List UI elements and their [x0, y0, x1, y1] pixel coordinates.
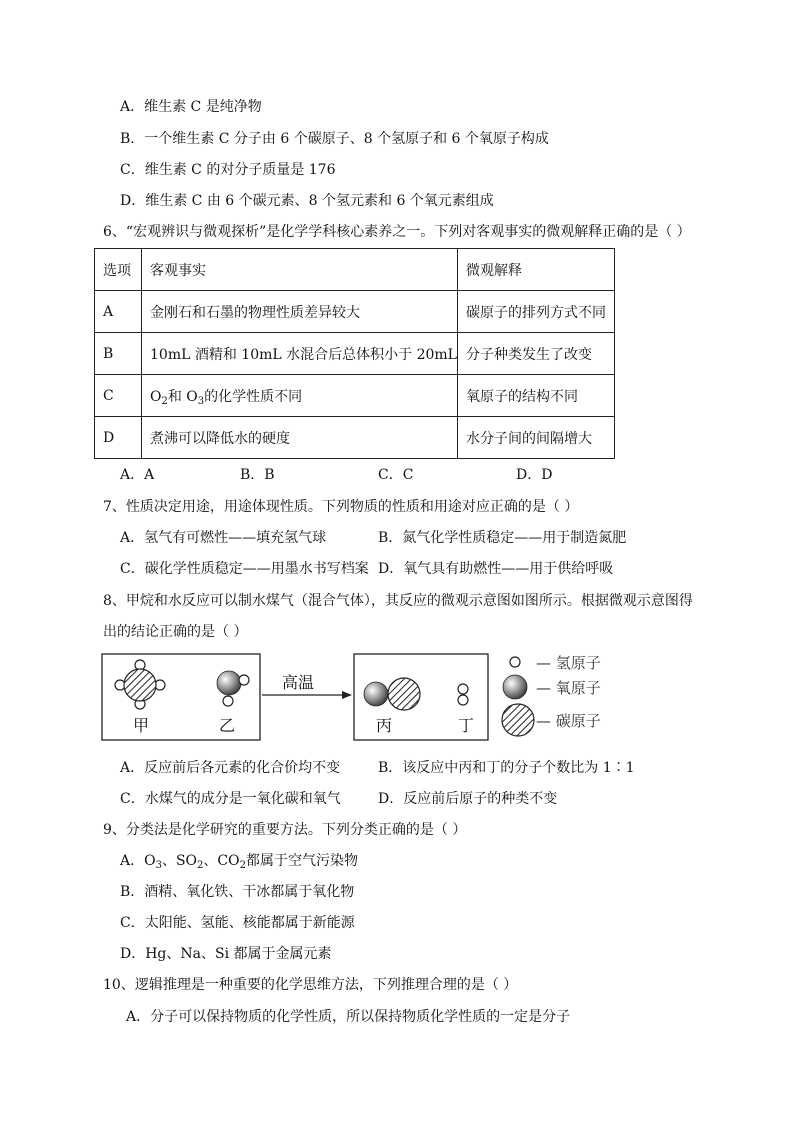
q9-option-d: D．Hg、Na、Si 都属于金属元素: [120, 946, 332, 962]
methane-molecule: [115, 660, 165, 709]
table-cell: B: [95, 333, 142, 375]
reactant-box: [102, 654, 260, 740]
table-header: 选项: [95, 249, 142, 291]
q10-option-a: A．分子可以保持物质的化学性质，所以保持物质化学性质的一定是分子: [126, 1009, 571, 1025]
condition-label: 高温: [282, 673, 315, 692]
q6-answer-b: B．B: [240, 467, 275, 483]
table-cell: 10mL 酒精和 10mL 水混合后总体积小于 20mL: [142, 333, 458, 375]
table-cell: 水分子间的间隔增大: [457, 417, 614, 459]
formula-text: A．O: [120, 853, 156, 869]
table-cell: 分子种类发生了改变: [457, 333, 614, 375]
carbon-monoxide-molecule: [364, 678, 420, 710]
q7-option-a: A．氢气有可燃性——填充氢气球: [120, 530, 327, 546]
legend-oxygen-icon: [503, 675, 527, 699]
subscript: 2: [161, 395, 168, 407]
formula-text: 都属于空气污染物: [246, 853, 358, 869]
q5-option-a: A．维生素 C 是纯净物: [120, 99, 262, 115]
legend: [502, 654, 601, 736]
formula-text: 、CO: [203, 853, 240, 869]
label-bing: 丙: [376, 716, 393, 735]
table-cell: 煮沸可以降低水的硬度: [142, 417, 458, 459]
formula-text: O: [150, 388, 162, 405]
legend-oxygen-label: — 氧原子: [536, 679, 601, 697]
q5-option-c: C．维生素 C 的对分子质量是 176: [120, 162, 336, 178]
table-header: 微观解释: [457, 249, 614, 291]
table-header: 客观事实: [142, 249, 458, 291]
subscript: 3: [197, 395, 205, 407]
q8-stem-line2: 出的结论正确的是（ ）: [103, 624, 248, 640]
label-yi: 乙: [219, 716, 236, 735]
q7-stem: 7、性质决定用途，用途体现性质。下列物质的性质和用途对应正确的是（ ）: [103, 499, 579, 515]
table-cell: D: [95, 417, 142, 459]
q7-option-d: D．氧气具有助燃性——用于供给呼吸: [378, 561, 614, 577]
q9-stem: 9、分类法是化学研究的重要方法。下列分类正确的是（ ）: [103, 822, 467, 838]
q9-option-c: C．太阳能、氢能、核能都属于新能源: [120, 915, 355, 931]
formula-text: 的化学性质不同: [204, 388, 303, 405]
q10-stem: 10、逻辑推理是一种重要的化学思维方法，下列推理合理的是（ ）: [103, 977, 518, 993]
table-header-row: [95, 249, 615, 291]
table-row: [95, 333, 615, 375]
q5-option-d: D．维生素 C 由 6 个碳元素、8 个氢元素和 6 个氧元素组成: [120, 193, 494, 209]
legend-hydrogen-icon: [510, 657, 520, 667]
q8-stem-line1: 8、甲烷和水反应可以制水煤气（混合气体），其反应的微观示意图如图所示。根据微观示意图得: [103, 593, 693, 609]
q5-option-b: B．一个维生素 C 分子由 6 个碳原子、8 个氢原子和 6 个氧原子构成: [120, 131, 549, 147]
formula-text: 、SO: [161, 853, 198, 869]
formula-text: 和 O: [167, 388, 198, 405]
legend-hydrogen-label: — 氢原子: [536, 654, 601, 672]
q6-answer-d: D．D: [516, 467, 553, 483]
subscript: 3: [155, 860, 162, 871]
reaction-arrow: [262, 691, 352, 699]
q7-option-c: C．碳化学性质稳定——用墨水书写档案: [120, 561, 369, 577]
legend-carbon-label: — 碳原子: [536, 712, 601, 730]
q8-option-b: B．该反应中丙和丁的分子个数比为 1∶1: [378, 760, 635, 776]
reaction-diagram: [100, 650, 620, 746]
table-cell: C: [95, 375, 142, 417]
water-molecule: [217, 671, 249, 706]
q6-answer-c: C．C: [378, 467, 414, 483]
q6-answer-a: A．A: [120, 467, 155, 483]
hydrogen-molecule: [458, 684, 468, 705]
subscript: 2: [239, 860, 246, 871]
table-cell: 金刚石和石墨的物理性质差异较大: [142, 291, 458, 333]
q9-option-b: B．酒精、氧化铁、干冰都属于氧化物: [120, 884, 355, 900]
label-jia: 甲: [133, 716, 150, 735]
q7-option-b: B．氮气化学性质稳定——用于制造氮肥: [378, 530, 627, 546]
table-row: [95, 375, 615, 417]
subscript: 2: [197, 860, 204, 871]
legend-carbon-icon: [502, 704, 534, 736]
q6-stem: 6、“宏观辨识与微观探析”是化学学科核心素养之一。下列对客观事实的微观解释正确的是（ ）: [103, 224, 691, 240]
table-cell: A: [95, 291, 142, 333]
label-ding: 丁: [458, 716, 475, 735]
q8-option-a: A．反应前后各元素的化合价均不变: [120, 760, 341, 776]
q8-option-c: C．水煤气的成分是一氧化碳和氧气: [120, 791, 341, 807]
q8-option-d: D．反应前后原子的种类不变: [378, 791, 558, 807]
table-row: [95, 291, 615, 333]
q6-table: [94, 248, 615, 459]
q9-option-a: [120, 852, 358, 870]
table-row: [95, 417, 615, 459]
table-cell: [142, 375, 458, 417]
table-cell: 氧原子的结构不同: [457, 375, 614, 417]
table-cell: 碳原子的排列方式不同: [457, 291, 614, 333]
